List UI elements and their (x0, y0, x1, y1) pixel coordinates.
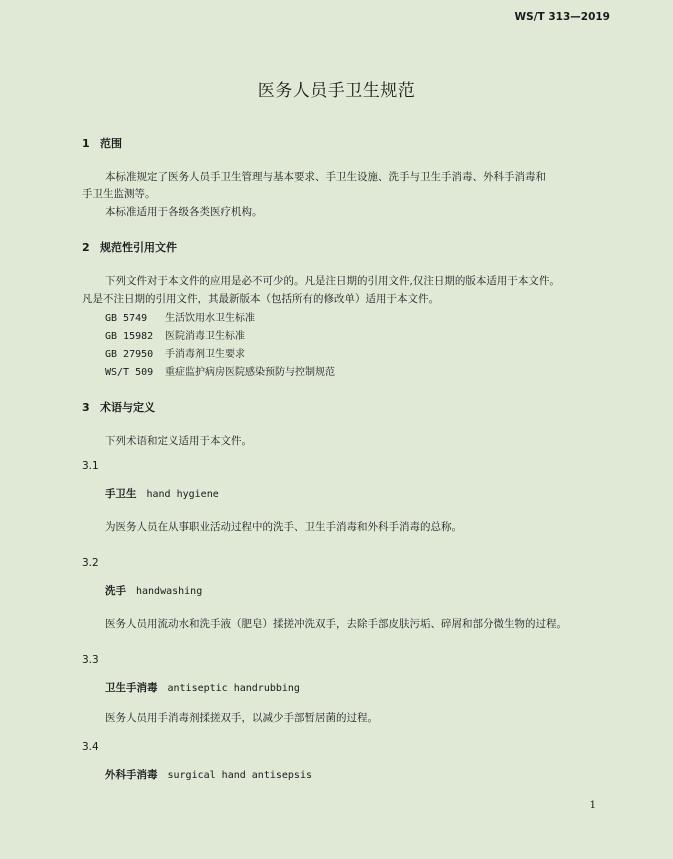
section-3-intro: 下列术语和定义适用于本文件。 (105, 435, 252, 447)
term-entry (105, 767, 312, 782)
term-chinese: 卫生手消毒 (105, 682, 158, 694)
term-chinese: 手卫生 (105, 488, 137, 500)
term-number: 3.4 (82, 741, 99, 753)
reference-title: 生活饮用水卫生标准 (165, 313, 255, 324)
section-3-number: 3 (82, 401, 90, 414)
term-english: handwashing (136, 586, 203, 597)
reference-code: GB 15982 (105, 331, 154, 342)
term-english: hand hygiene (146, 489, 219, 500)
term-english: surgical hand antisepsis (167, 770, 312, 781)
reference-code: GB 27950 (105, 349, 154, 360)
section-1-number: 1 (82, 137, 90, 150)
document-title: 医务人员手卫生规范 (257, 81, 416, 101)
reference-title: 医院消毒卫生标准 (165, 331, 245, 342)
reference-item (105, 363, 335, 378)
term-definition: 医务人员用流动水和洗手液（肥皂）揉搓冲洗双手，去除手部皮肤污垢、碎屑和部分微生物的过程。 (105, 618, 567, 630)
section-2-heading (82, 239, 177, 255)
term-entry (105, 583, 202, 598)
section-2-title: 规范性引用文件 (100, 241, 177, 254)
reference-code: WS/T 509 (105, 367, 154, 378)
section-1-para-2: 本标准适用于各级各类医疗机构。 (105, 206, 263, 218)
standard-code: WS/T 313—2019 (514, 11, 610, 23)
reference-title: 重症监护病房医院感染预防与控制规范 (165, 367, 335, 378)
term-number: 3.2 (82, 557, 99, 569)
section-2-intro-line-2: 凡是不注日期的引用文件，其最新版本（包括所有的修改单）适用于本文件。 (82, 293, 439, 305)
section-3-title: 术语与定义 (100, 401, 155, 414)
section-1-title: 范围 (100, 137, 122, 150)
term-chinese: 外科手消毒 (105, 769, 158, 781)
page-number: 1 (589, 800, 596, 811)
term-number: 3.3 (82, 654, 99, 666)
term-definition: 医务人员用手消毒剂揉搓双手，以减少手部暂居菌的过程。 (105, 712, 378, 724)
term-entry (105, 486, 219, 501)
term-number: 3.1 (82, 460, 99, 472)
reference-code: GB 5749 (105, 313, 148, 324)
section-3-heading (82, 399, 155, 415)
section-1-heading (82, 135, 122, 151)
section-2-number: 2 (82, 241, 90, 254)
section-1-para-1-line-2: 手卫生监测等。 (82, 188, 156, 200)
term-english: antiseptic handrubbing (167, 683, 300, 694)
term-chinese: 洗手 (105, 585, 126, 597)
reference-title: 手消毒剂卫生要求 (165, 349, 245, 360)
section-1-para-1-line-1: 本标准规定了医务人员手卫生管理与基本要求、手卫生设施、洗手与卫生手消毒、外科手消毒和 (105, 171, 546, 183)
term-entry (105, 680, 300, 695)
section-2-intro-line-1: 下列文件对于本文件的应用是必不可少的。凡是注日期的引用文件,仅注日期的版本适用于本文件。 (105, 275, 560, 287)
reference-item (105, 345, 245, 360)
reference-item (105, 327, 245, 342)
term-definition: 为医务人员在从事职业活动过程中的洗手、卫生手消毒和外科手消毒的总称。 (105, 521, 462, 533)
reference-item (105, 309, 255, 324)
